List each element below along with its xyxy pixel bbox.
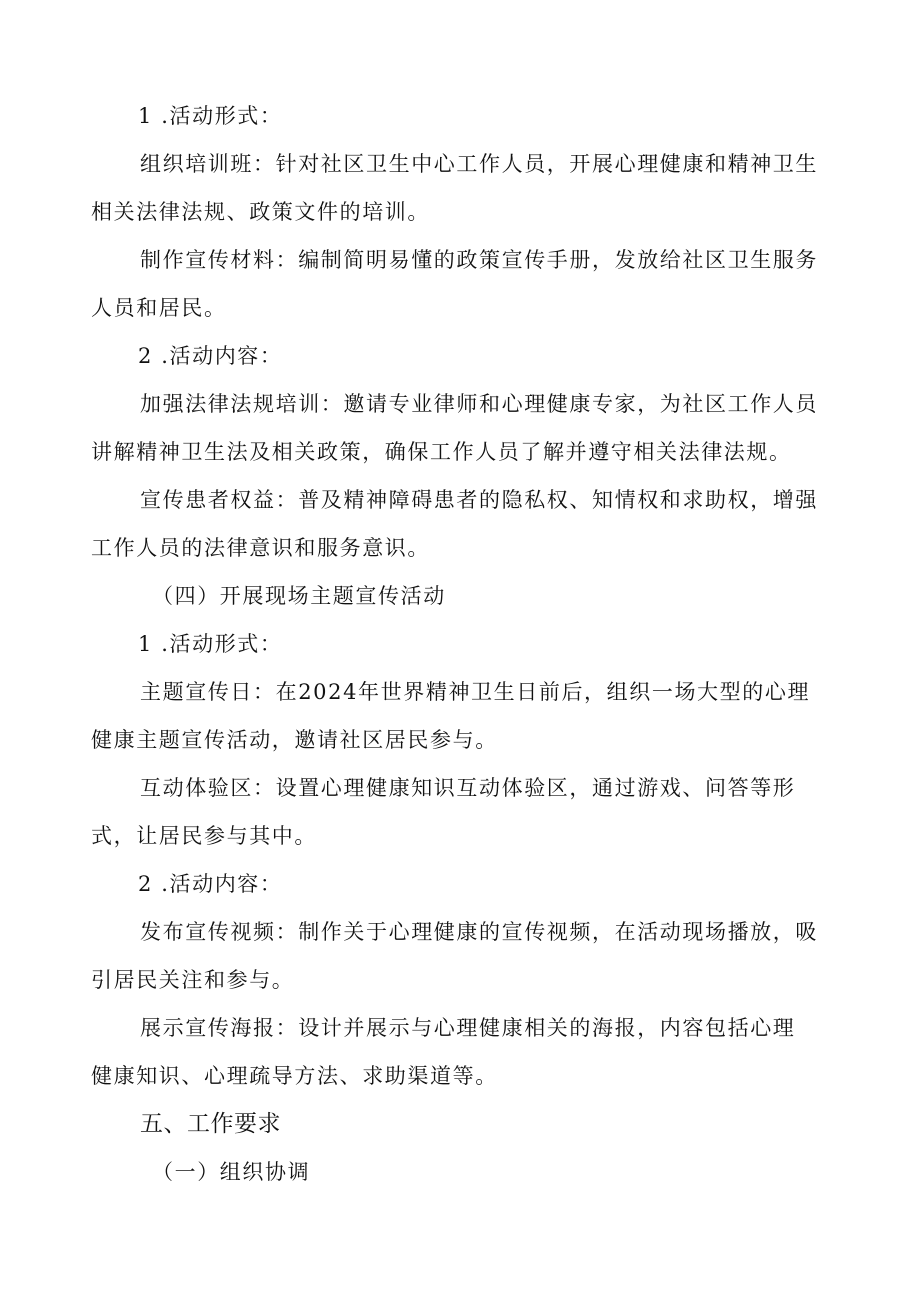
paragraph-line: 讲解精神卫生法及相关政策，确保工作人员了解并遵守相关法律法规。 <box>91 440 792 464</box>
paragraph-line: 互动体验区：设置心理健康知识互动体验区，通过游戏、问答等形 <box>140 776 796 800</box>
paragraph-line: 主题宣传日：在2024年世界精神卫生日前后，组织一场大型的心理 <box>140 680 811 704</box>
section-heading-organization: （一）组织协调 <box>152 1160 311 1184</box>
paragraph-line: 工作人员的法律意识和服务意识。 <box>91 536 430 560</box>
paragraph-line: 健康主题宣传活动，邀请社区居民参与。 <box>91 728 498 752</box>
paragraph-line: 加强法律法规培训：邀请专业律师和心理健康专家，为社区工作人员 <box>140 392 818 416</box>
paragraph-line: 相关法律法规、政策文件的培训。 <box>91 200 430 224</box>
paragraph-line: 人员和居民。 <box>91 296 227 320</box>
paragraph-line: 健康知识、心理疏导方法、求助渠道等。 <box>91 1064 498 1088</box>
section-heading-onsite-campaign: （四）开展现场主题宣传活动 <box>152 584 446 608</box>
paragraph-line: 制作宣传材料：编制简明易懂的政策宣传手册，发放给社区卫生服务 <box>140 248 818 272</box>
subsection-heading-activity-content: 2 .活动内容： <box>138 344 283 368</box>
paragraph-line: 式，让居民参与其中。 <box>91 824 317 848</box>
chapter-heading-work-requirements: 五、工作要求 <box>140 1111 281 1137</box>
subsection-heading-activity-content: 2 .活动内容： <box>138 872 283 896</box>
subsection-heading-activity-form: 1 .活动形式： <box>138 104 283 128</box>
paragraph-line: 发布宣传视频：制作关于心理健康的宣传视频，在活动现场播放，吸 <box>140 920 818 944</box>
paragraph-line: 引居民关注和参与。 <box>91 968 295 992</box>
subsection-heading-activity-form: 1 .活动形式： <box>138 632 283 656</box>
paragraph-line: 宣传患者权益：普及精神障碍患者的隐私权、知情权和求助权，增强 <box>140 488 818 512</box>
paragraph-line: 展示宣传海报：设计并展示与心理健康相关的海报，内容包括心理 <box>140 1016 796 1040</box>
paragraph-line: 组织培训班：针对社区卫生中心工作人员，开展心理健康和精神卫生 <box>140 152 818 176</box>
